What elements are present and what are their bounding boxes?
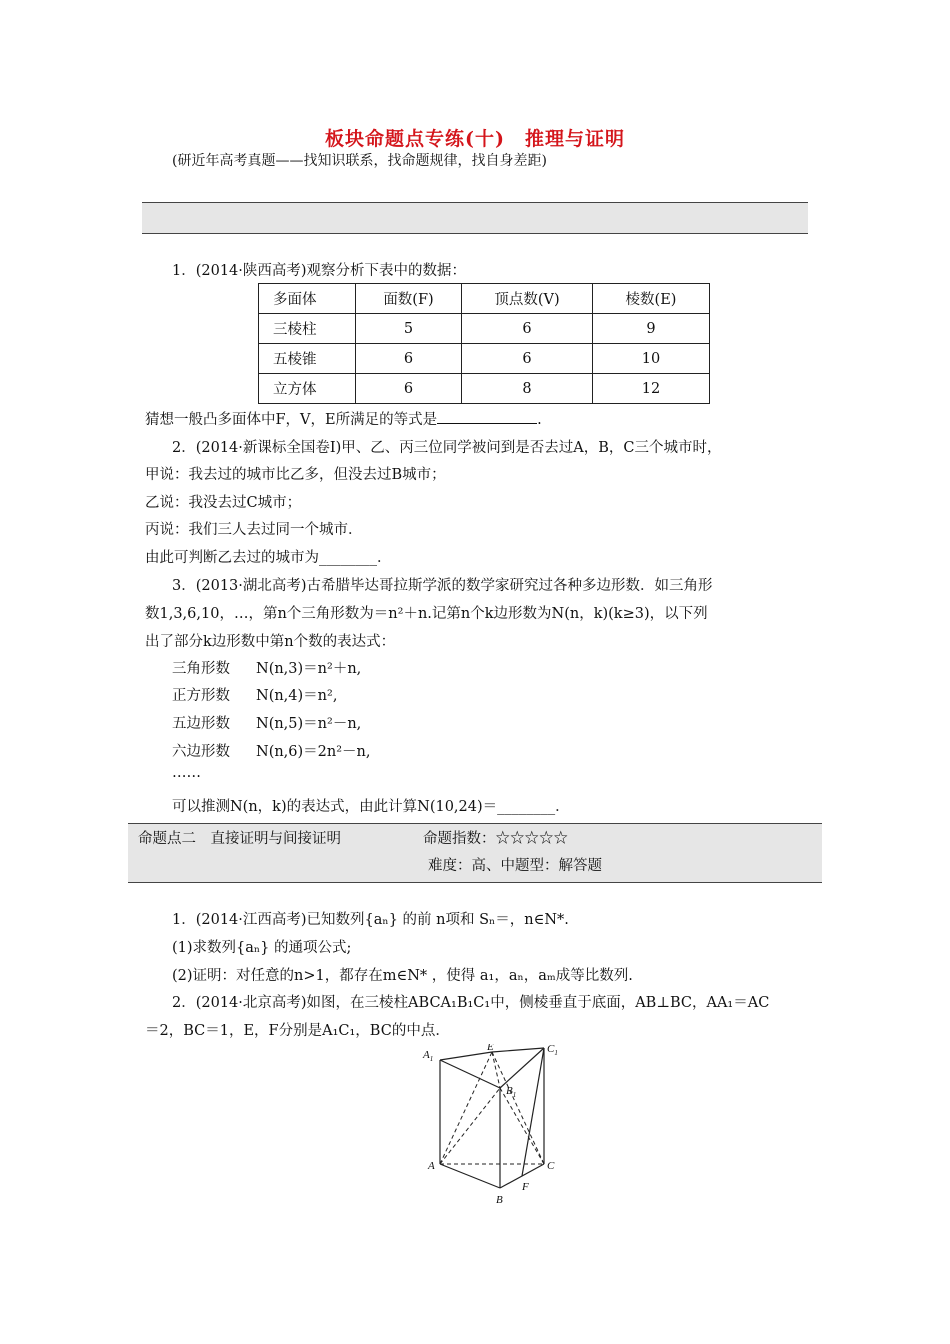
label-a1: $A_1$ xyxy=(423,1049,434,1063)
prism-figure xyxy=(420,1044,580,1208)
table-cell: 三棱柱 xyxy=(259,314,356,344)
table-cell: 6 xyxy=(356,374,462,404)
formula-expr: N(n,6)＝2n²－n, xyxy=(256,744,371,760)
s2-q2-line-1: 2．(2014·北京高考)如图，在三棱柱ABCA₁B₁C₁中，侧棱垂直于底面，AB⊥BC，AA₁＝AC xyxy=(172,995,770,1011)
formula-name: 五边形数 xyxy=(172,716,230,732)
page-subtitle: (研近年高考真题——找知识联系，找命题规律，找自身差距) xyxy=(172,153,547,169)
table-cell: 5 xyxy=(356,314,462,344)
label-c: C xyxy=(547,1160,555,1172)
s2-q1-line-1: 1．(2014·江西高考)已知数列{aₙ} 的前 n项和 Sₙ＝，n∈N*. xyxy=(172,912,569,928)
table-cell: 6 xyxy=(462,314,593,344)
table-cell: 9 xyxy=(593,314,710,344)
formula-expr: N(n,5)＝n²－n, xyxy=(256,716,362,732)
table-cell: 10 xyxy=(593,344,710,374)
table-row xyxy=(259,374,710,404)
table-header-cell: 棱数(E) xyxy=(593,284,710,314)
edge-a1-e xyxy=(440,1052,492,1060)
polyhedra-table xyxy=(258,283,710,404)
edge-a1-b1 xyxy=(440,1060,500,1088)
label-b: B xyxy=(496,1194,503,1206)
s2-q1-line-3: (2)证明：对任意的n>1，都存在m∈N* ，使得 a₁，aₙ，aₘ成等比数列. xyxy=(172,968,633,984)
ellipsis: …… xyxy=(172,765,201,781)
s2-q2-line-2: ＝2，BC＝1，E，F分别是A₁C₁，BC的中点． xyxy=(145,1023,450,1039)
table-row xyxy=(259,314,710,344)
difficulty-type: 难度：高、中题型：解答题 xyxy=(428,858,602,874)
table-header-cell: 顶点数(V) xyxy=(462,284,593,314)
section-band-2 xyxy=(128,823,822,883)
formula-expr: N(n,3)＝n²＋n, xyxy=(256,661,362,677)
q3-line-3: 出了部分k边形数中第n个数的表达式： xyxy=(145,634,396,650)
answer-blank xyxy=(437,409,537,424)
label-b1: $B_1$ xyxy=(506,1085,517,1099)
q3-line-2: 数1,3,6,10，…，第n个三角形数为＝n²＋n.记第n个k边形数为N(n，k)(k≥3)，以下列 xyxy=(145,606,708,622)
segment-b1-c xyxy=(500,1088,544,1164)
label-f: F xyxy=(522,1181,529,1193)
s2-q1-line-2: (1)求数列{aₙ} 的通项公式; xyxy=(172,940,352,956)
segment-e-b1 xyxy=(492,1052,500,1088)
q2-line-1: 2．(2014·新课标全国卷Ⅰ)甲、乙、丙三位同学被问到是否去过A，B，C三个城市时， xyxy=(172,440,722,456)
table-row xyxy=(259,344,710,374)
table-cell: 6 xyxy=(356,344,462,374)
formula-name: 六边形数 xyxy=(172,744,230,760)
table-header-cell: 面数(F) xyxy=(356,284,462,314)
edge-e-c1 xyxy=(492,1048,544,1052)
q2-line-2: 甲说：我去过的城市比乙多，但没去过B城市； xyxy=(145,467,446,483)
formula-expr: N(n,4)＝n², xyxy=(256,688,338,704)
table-cell: 6 xyxy=(462,344,593,374)
q1-question-text: 猜想一般凸多面体中F，V，E所满足的等式是 xyxy=(145,412,438,428)
formula-name: 正方形数 xyxy=(172,688,230,704)
q1-question-end: . xyxy=(537,412,542,428)
edge-a-b xyxy=(440,1164,500,1188)
q2-line-4: 丙说：我们三人去过同一个城市． xyxy=(145,522,363,538)
table-header-row xyxy=(259,284,710,314)
difficulty-index: 命题指数：☆☆☆☆☆ xyxy=(423,831,568,847)
q2-line-3: 乙说：我没去过C城市； xyxy=(145,495,302,511)
q1-question xyxy=(145,408,542,429)
formula-name: 三角形数 xyxy=(172,661,230,677)
label-a: A xyxy=(428,1160,435,1172)
section-title: 命题点二 直接证明与间接证明 xyxy=(138,831,341,847)
table-header-cell: 多面体 xyxy=(259,284,356,314)
q2-line-5: 由此可判断乙去过的城市为________． xyxy=(145,550,392,566)
label-c1: $C_1$ xyxy=(547,1044,558,1057)
q3-line-1: 3．(2013·湖北高考)古希腊毕达哥拉斯学派的数学家研究过各种多边形数．如三角形 xyxy=(172,578,713,594)
table-cell: 12 xyxy=(593,374,710,404)
edge-b1-c1 xyxy=(500,1048,544,1088)
table-cell: 五棱锥 xyxy=(259,344,356,374)
q3-question: 可以推测N(n，k)的表达式，由此计算N(10,24)＝________． xyxy=(172,799,570,815)
q1-intro: 1．(2014·陕西高考)观察分析下表中的数据： xyxy=(172,263,467,279)
table-cell: 立方体 xyxy=(259,374,356,404)
table-cell: 8 xyxy=(462,374,593,404)
label-e: E xyxy=(487,1044,494,1053)
section-band-1 xyxy=(142,202,808,234)
page-title: 板块命题点专练(十) 推理与证明 xyxy=(325,128,625,150)
